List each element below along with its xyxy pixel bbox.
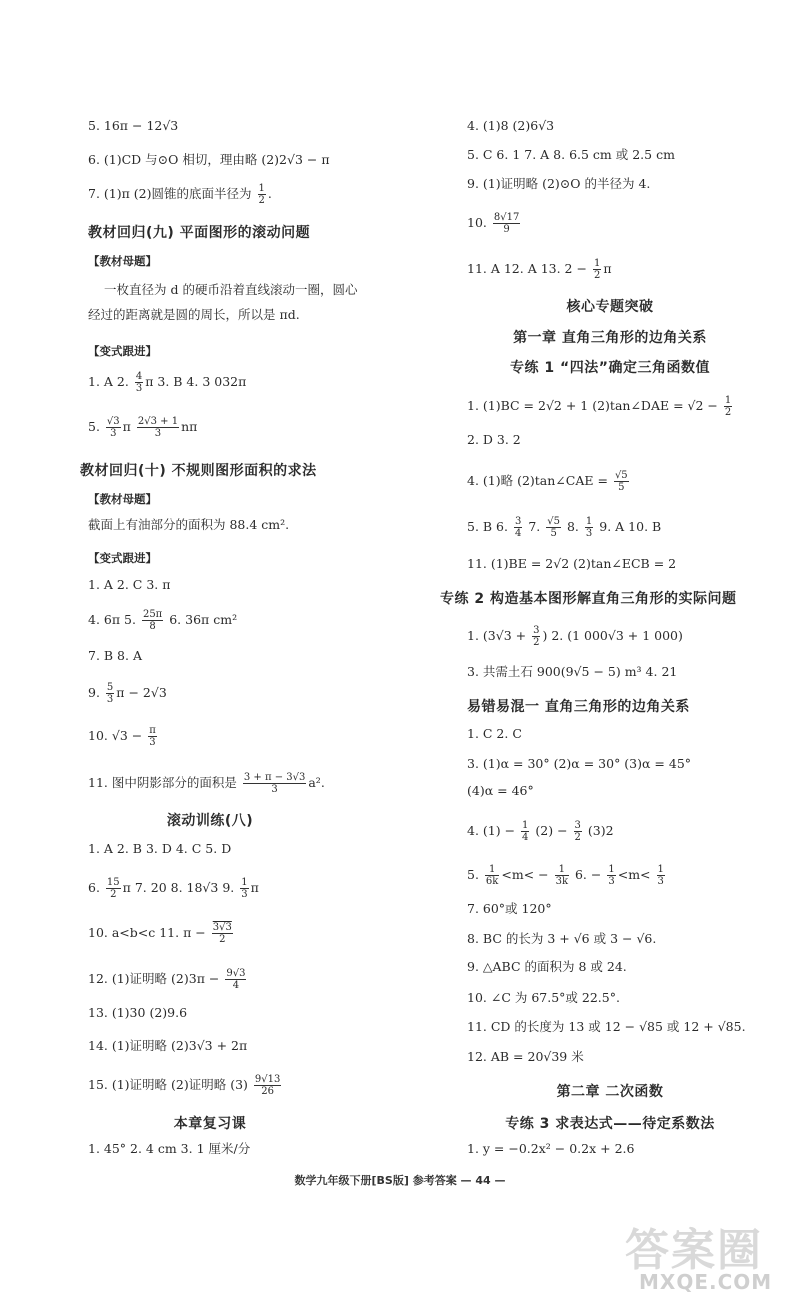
answer-line: 11. 图中阴影部分的面积是 $\frac{3 + \pi - 3√3}{3}$ a². [88, 772, 325, 795]
fraction: $\frac{√5}{5}$ [547, 516, 560, 539]
section-heading: 滚动训练(八) [166, 813, 254, 829]
paragraph: 经过的距离就是圆的周长，所以是 πd. [88, 307, 300, 322]
answer-line: 7. 60°或 120° [467, 901, 552, 916]
fraction: $\frac{1}{3}$ [585, 516, 593, 539]
fraction: $\frac{5}{3}$ [106, 682, 114, 705]
answer-line: 10. a<b<c 11. π − $\frac{3√3}{2}$ [88, 922, 232, 945]
answer-line: 11. A 12. A 13. 2 − $\frac{1}{2}$ π [467, 258, 612, 281]
answer-line: 1. y = −0.2x² − 0.2x + 2.6 [467, 1141, 635, 1156]
answer-line: 9. (1)证明略 (2)⊙O 的半径为 4. [467, 176, 651, 191]
answer-line: 4. (1)略 (2)tan∠CAE = $\frac{√5}{5}$ [467, 470, 628, 493]
answer-line: 8. BC 的长为 3 + √6 或 3 − √6. [467, 931, 657, 946]
watermark-logo [613, 1212, 788, 1297]
fraction: $\frac{1}{2}$ [724, 395, 732, 418]
paragraph: 一枚直径为 d 的硬币沿着直线滚动一圈，圆心 [104, 282, 358, 297]
watermark-url: MXQE.COM [639, 1270, 773, 1294]
answer-line: 1. A 2. C 3. π [88, 577, 171, 592]
section-heading: 专练 3 求表达式——待定系数法 [505, 1116, 715, 1132]
watermark-text: 答案圈 [625, 1225, 763, 1276]
section-tag: 【教材母题】 [88, 254, 157, 268]
fraction: $\frac{1}{3}$ [608, 864, 615, 887]
answer-line: 1. 45° 2. 4 cm 3. 1 厘米/分 [88, 1141, 251, 1156]
fraction: $\frac{15}{2}$ [106, 877, 120, 900]
fraction: $\frac{3}{2}$ [574, 820, 581, 843]
fraction: $\frac{1}{4}$ [522, 820, 529, 843]
answer-line: 7. (1)π (2)圆锥的底面半径为 $\frac{1}{2}$ . [88, 183, 272, 206]
paragraph: 截面上有油部分的面积为 88.4 cm². [88, 517, 290, 532]
chapter-heading: 第二章 二次函数 [556, 1084, 664, 1100]
answer-line: 5. C 6. 1 7. A 8. 6.5 cm 或 2.5 cm [467, 147, 675, 162]
answer-line: 6. (1)CD 与⊙O 相切，理由略 (2)2√3 − π [88, 152, 330, 167]
fraction: $\frac{1}{3k}$ [555, 864, 568, 887]
answer-line: 1. C 2. C [467, 726, 522, 741]
fraction: $\frac{4}{3}$ [135, 371, 143, 394]
answer-line: 5. $\frac{1}{6k}$ <m< − $\frac{1}{3k}$ 6. − $\frac{1}{3}$ <m< $\frac{1}{3}$ [467, 864, 664, 887]
fraction: $\frac{1}{3}$ [241, 877, 248, 900]
fraction: $\frac{9√13}{26}$ [254, 1074, 281, 1097]
answer-line: 11. (1)BE = 2√2 (2)tan∠ECB = 2 [467, 556, 677, 571]
answer-line: 1. (1)BC = 2√2 + 1 (2)tan∠DAE = √2 − $\frac{1}{2}$ [467, 395, 732, 418]
fraction: $\frac{9√3}{4}$ [226, 968, 246, 991]
section-tag: 【变式跟进】 [88, 344, 157, 358]
fraction: $\frac{25\pi}{8}$ [142, 609, 163, 632]
fraction: $\frac{1}{2}$ [593, 258, 601, 281]
section-heading: 易错易混一 直角三角形的边角关系 [467, 699, 690, 715]
answer-line: 10. $\frac{8√17}{9}$ [467, 212, 520, 235]
section-tag: 【变式跟进】 [88, 551, 157, 565]
answer-line: 1. A 2. $\frac{4}{3}$ π 3. B 4. 3 032π [88, 371, 247, 394]
fraction: $\frac{√5}{5}$ [614, 470, 628, 493]
fraction: $\frac{\pi}{3}$ [149, 725, 156, 748]
section-tag: 【教材母题】 [88, 492, 157, 506]
page-footer: 数学九年级下册[BS版] 参考答案 — 44 — [294, 1174, 506, 1187]
answer-line: 13. (1)30 (2)9.6 [88, 1005, 188, 1020]
section-heading: 教材回归(十) 不规则图形面积的求法 [80, 463, 317, 479]
answer-line: 15. (1)证明略 (2)证明略 (3) $\frac{9√13}{26}$ [88, 1074, 281, 1097]
answer-line: 4. (1) − $\frac{1}{4}$ (2) − $\frac{3}{2}$ (3)2 [467, 820, 614, 843]
fraction: $\frac{1}{6k}$ [485, 864, 499, 887]
answer-line: 3. 共需土石 900(9√5 − 5) m³ 4. 21 [467, 664, 678, 679]
fraction: $\frac{1}{3}$ [657, 864, 664, 887]
answer-line: 10. ∠C 为 67.5°或 22.5°. [467, 990, 620, 1005]
answer-line: 4. (1)8 (2)6√3 [467, 118, 555, 133]
answer-line: 9. $\frac{5}{3}$ π − 2√3 [88, 682, 167, 705]
answer-line: 2. D 3. 2 [467, 432, 521, 447]
answer-line: 4. 6π 5. $\frac{25\pi}{8}$ 6. 36π cm² [88, 609, 238, 632]
answer-line: 9. △ABC 的面积为 8 或 24. [467, 959, 627, 974]
fraction: $\frac{1}{2}$ [258, 183, 265, 206]
section-heading: 教材回归(九) 平面图形的滚动问题 [88, 225, 311, 241]
section-heading: 专练 2 构造基本图形解直角三角形的实际问题 [440, 591, 737, 607]
answer-line: (4)α = 46° [467, 783, 534, 798]
fraction: $\frac{2√3 + 1}{3}$ [137, 416, 179, 439]
answer-line: 3. (1)α = 30° (2)α = 30° (3)α = 45° [467, 756, 692, 771]
fraction: $\frac{3}{2}$ [533, 625, 540, 648]
answer-line: 5. 16π − 12√3 [88, 118, 179, 133]
fraction: $\frac{8√17}{9}$ [493, 212, 520, 235]
answer-line: 11. CD 的长度为 13 或 12 − √85 或 12 + √85. [467, 1019, 746, 1034]
answer-line: 1. A 2. B 3. D 4. C 5. D [88, 841, 232, 856]
fraction: $\frac{3}{4}$ [514, 516, 522, 539]
answer-line: 14. (1)证明略 (2)3√3 + 2π [88, 1038, 248, 1053]
answer-line: 12. (1)证明略 (2)3π − $\frac{9√3}{4}$ [88, 968, 246, 991]
fraction: $\frac{3 + \pi - 3√3}{3}$ [243, 772, 306, 795]
section-heading: 专练 1 “四法”确定三角函数值 [510, 360, 710, 376]
fraction: $\frac{3√3}{2}$ [212, 922, 232, 945]
answer-line: 7. B 8. A [88, 648, 142, 663]
section-heading: 本章复习课 [173, 1116, 247, 1132]
chapter-heading: 第一章 直角三角形的边角关系 [513, 330, 707, 346]
fraction: $\frac{√3}{3}$ [106, 416, 120, 439]
answer-line: 1. (3√3 + $\frac{3}{2}$ ) 2. (1 000√3 + 1 000) [467, 625, 683, 648]
answer-line: 10. √3 − $\frac{\pi}{3}$ [88, 725, 156, 748]
answer-line: 12. AB = 20√39 米 [467, 1049, 584, 1064]
answer-line: 5. B 6. $\frac{3}{4}$ 7. $\frac{√5}{5}$ 8. $\frac{1}{3}$ 9. A 10. B [467, 516, 662, 539]
answer-line: 6. $\frac{15}{2}$ π 7. 20 8. 18√3 9. $\frac{1}{3}$ π [88, 877, 259, 900]
section-heading: 核心专题突破 [566, 299, 654, 315]
answer-line: 5. $\frac{√3}{3}$ π $\frac{2√3 + 1}{3}$ nπ [88, 416, 198, 439]
